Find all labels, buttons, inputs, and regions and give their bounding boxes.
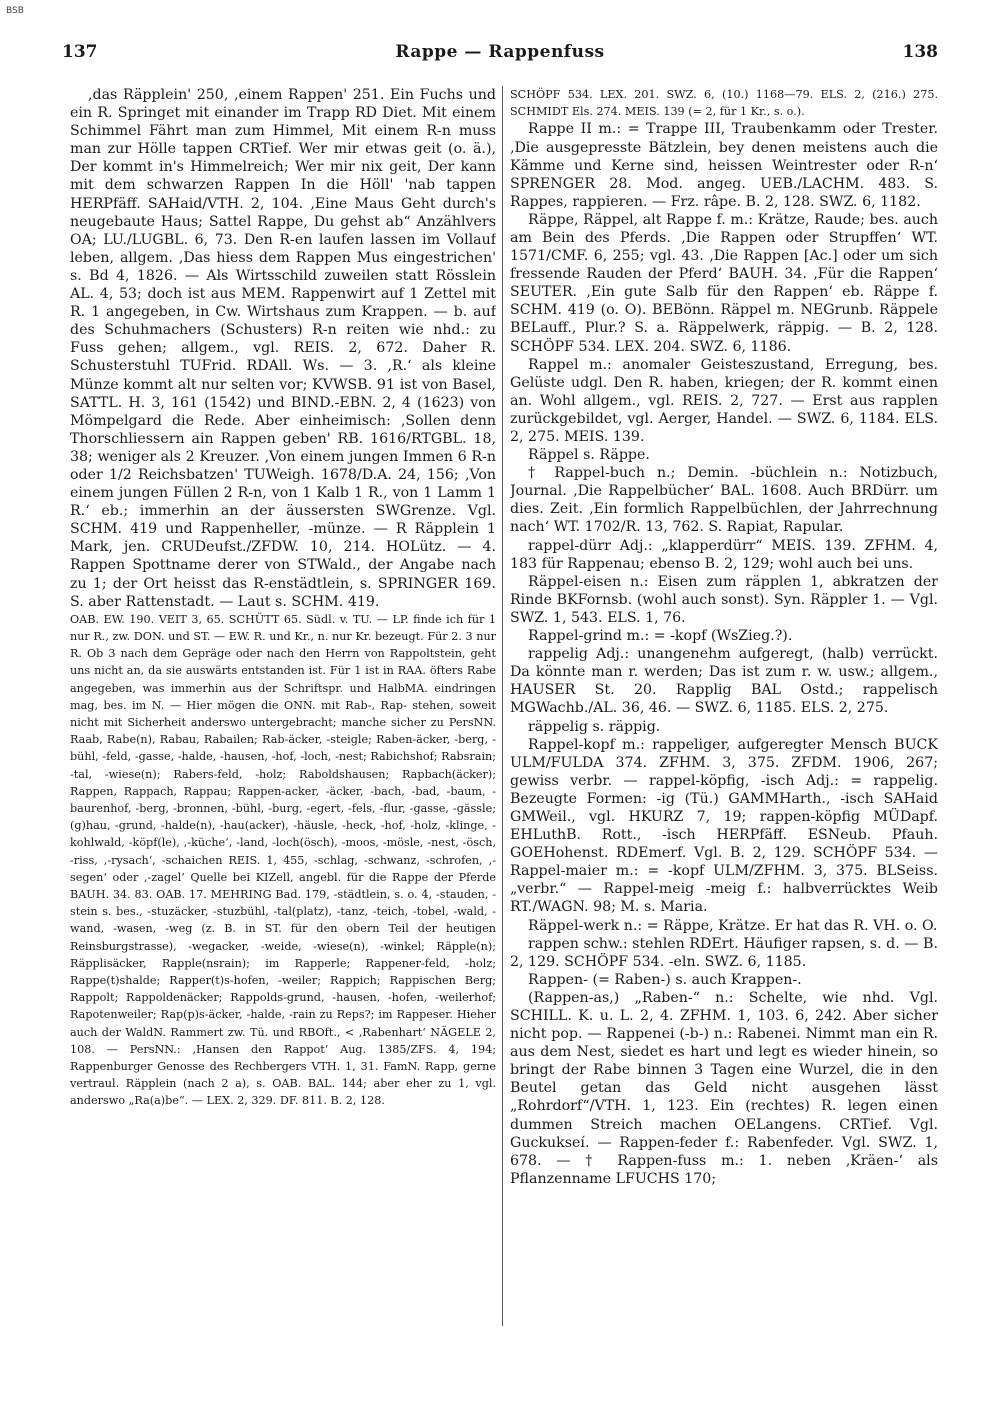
dictionary-paragraph: rappen schw.: stehlen RDErt. Häufiger rapsen, s. d. — B. 2, 129. SCHÖPF 534. -eln. SWZ. 6, 1185. xyxy=(510,935,938,970)
dictionary-paragraph: Räppel-eisen n.: Eisen zum räpplen 1, abkratzen der Rinde BKFornsb. (wohl auch sonst). Syn. Räppler 1. — Vgl. SWZ. 1, 543. ELS. 1, 76. xyxy=(510,573,938,626)
left-column xyxy=(70,86,496,1356)
dictionary-paragraph: SCHÖPF 534. LEX. 201. SWZ. 6, (10.) 1168—79. ELS. 2, (216.) 275. SCHMIDT Els. 274. MEIS. 139 (= 2, für 1 Kr., s. o.). xyxy=(510,88,938,119)
dictionary-paragraph: Räppel s. Räppe. xyxy=(528,447,650,464)
dictionary-paragraph: rappel-dürr Adj.: „klapperdürr“ MEIS. 139. ZFHM. 4, 183 für Rappenau; ebenso B. 2, 129; wohl auch bei uns. xyxy=(510,537,938,572)
dictionary-paragraph: ,das Räpplein' 250, ,einem Rappen' 251. Ein Fuchs und ein R. Springet mit einander im Trapp RD Diet. Mit einem Schimmel Fährt man zum Himmel, Mit einem R-n muss man zur Hölle tappen CRTief. Wer mir etwas geit (o. ä.), Der kommt in's Himmelreich; Wer mir nix geit, Der kann mit dem schwarzen Rappen In die Höll' 'nab tappen HERPfäff. SAHaid/VTH. 2, 104. ,Eine Maus Geht durch's neugebaute Haus; Sattel Rappe, Du gehst ab“ Anzählvers OA; LU./LUGBL. 6, 73. Den R-en laufen lassen im Vollauf leben, allgem. ,Das hiess dem Rappen Mus eingestrichen' s. Bd 4, 1826. — Als Wirtsschild zuweilen statt Rösslein AL. 4, 53; doch ist aus MEM. Rappenwirt auf 1 Zettel mit R. 1 angegeben, in Cw. Wirtshaus zum Krappen. — b. auf des Schuhmachers (Schusters) R-n reiten wie nhd.: zu Fuss gehen; allgem., vgl. REIS. 2, 672. Daher R. Schusterstuhl TUFrid. RDAll. Ws. — 3. ‚R.‘ als kleine Münze kommt alt nur selten vor; KVWSB. 91 ist von Basel, SATTL. H. 3, 161 (1542) und BIND.-EBN. 2, 4 (1623) von Mömpelgard die Rede. Aber einheimisch: ‚Sollen denn Thorschliessern ain Rappen geben' RB. 1616/RTGBL. 18, 38; weniger als 2 Kreuzer. ‚Von einem jungen Immen 6 R-n oder 1/2 Reichsbatzen' TUWeigh. 1678/D.A. 24, 156; ‚Von einem jungen Füllen 2 R-n, von 1 Kalb 1 R., von 1 Lamm 1 R.‘ eb.; immerhin an der äussersten SWGrenze. Vgl. SCHM. 419 und Rappenheller, -münze. — R Räpplein 1 Mark, jen. CRUDeufst./ZFDW. 10, 214. HOLütz. — 4. Rappen Spottname derer von STWald., der Angabe nach zu 1; der Ort heisst das R-enstädtlein, s. SPRINGER 169. S. aber Rattenstadt. — Laut s. SCHM. 419. xyxy=(70,87,496,610)
dictionary-paragraph: Rappel-kopf m.: rappeliger, aufgeregter Mensch BUCK ULM/FULDA 374. ZFHM. 3, 375. ZFDM. 1906, 267; gewiss verbr. — rappel-köpfig, -isch Adj.: = rappelig. Bezeugte Formen: -ig (Tü.) GAMMHarth., -isch SAHaid GMWeil., vgl. HKURZ 7, 19; rappen-köpfig MÜDapf. EHLuthB. Rott., -isch HERPfäff. ESNeub. Pfauh. GOEHohenst. RDEmerf. Vgl. B. 2, 129. SCHÖPF 534. — Rappel-maier m.: = -kopf ULM/ZFHM. 3, 375. BLSeiss. „verbr.“ — Rappel-meig -meig f.: halbverrücktes Weib RT./WAGN. 98; M. s. Maria. xyxy=(510,736,938,916)
dictionary-paragraph: † Rappel-buch n.; Demin. -büchlein n.: Notizbuch, Journal. ‚Die Rappelbücher‘ BAL. 1608. Auch BRDürr. um dies. Zeit. ‚Ein formlich Rappelbüchlen, der Jahrrechnung nach‘ WT. 1702/R. 13, 762. S. Rapiat, Rapular. xyxy=(510,465,938,536)
library-stamp: BSB xyxy=(6,6,24,16)
dictionary-paragraph: Rappel-grind m.: = -kopf (WsZieg.?). xyxy=(528,628,793,645)
dictionary-paragraph: Räppel-werk n.: = Räppe, Krätze. Er hat das R. VH. o. O. xyxy=(528,917,938,934)
dictionary-paragraph: rappelig Adj.: unangenehm aufgeregt, (halb) verrückt. Da könnte man r. werden; Das ist zum r. w. usw.; allgem., HAUSER St. 20. Rapplig BAL Ostd.; rappelisch MGWachb./AL. 36, 46. — SWZ. 6, 1185. ELS. 2, 275. xyxy=(510,646,938,717)
dictionary-paragraph: Rappel m.: anomaler Geisteszustand, Erregung, bes. Gelüste udgl. Den R. haben, kriegen; der R. kommt einen an. Wohl allgem., vgl. REIS. 2, 727. — Erst aus rapplen zurückgebildet, vgl. Aerger, Handel. — SWZ. 6, 1184. ELS. 2, 275. MEIS. 139. xyxy=(510,356,938,445)
dictionary-paragraph: Rappe II m.: = Trappe III, Traubenkamm oder Trester. ‚Die ausgepresste Bätzlein, bey denen meistens auch die Kämme und Kerne sind, heissen Weintrester oder R-n‘ SPRENGER 28. Mod. angeg. UEB./LACHM. 483. S. Rappes, rappieren. — Frz. râpe. B. 2, 128. SWZ. 6, 1182. xyxy=(510,121,938,210)
dictionary-paragraph: räppelig s. räppig. xyxy=(528,718,661,735)
dictionary-paragraph: Rappen- (= Raben-) s. auch Krappen-. xyxy=(528,971,802,988)
dictionary-paragraph: Räppe, Räppel, alt Rappe f. m.: Krätze, Raude; bes. auch am Bein des Pferds. ‚Die Rappen oder Strupffen‘ WT. 1571/CMF. 6, 255; vgl. 43. ‚Die Rappen [Ac.] oder um sich fressende Rauden der Pferd‘ BAUH. 34. ‚Für die Rappen‘ SEUTER. ‚Ein gute Salb für den Rappen‘ eb. Räppe f. SCHM. 419 (o. O). BEBönn. Räppel m. NEGrunb. Räppele BELauff., Plur.? S. a. Räppelwerk, räppig. — B. 2, 128. SCHÖPF 534. LEX. 204. SWZ. 6, 1186. xyxy=(510,211,938,355)
running-title: Rappe — Rappenfuss xyxy=(395,42,605,62)
dictionary-paragraph: OAB. EW. 190. VEIT 3, 65. SCHÜTT 65. Südl. v. TU. — LP. finde ich für 1 nur R., zw. DON. und ST. — EW. R. und Kr., n. nur Kr. bezeugt. Für 2. 3 nur R. Ob 3 nach dem Gepräge oder nach den Herrn von Rappoltstein, geht uns nicht an, da sie auswärts entstanden ist. Für 1 ist in RAA. öfters Rabe angegeben, was immerhin aus der Schriftspr. und HalbMA. eindringen mag, bes. im N. — Hier mögen die ONN. mit Rab-, Rap- stehen, soweit nicht mit Sicherheit anderswo untergebracht; manche sicher zu PersNN. Raab, Rabe(n), Rabau, Rabailen; Rab-äcker, -steigle; Raben-äcker, -berg, -bühl, -feld, -gasse, -halde, -hausen, -hof, -loch, -nest; Rabichshof; Rabsrain; -tal, -wiese(n); Rabers-feld, -holz; Raboldshausen; Rapbach(äcker); Rappen, Rappach, Rappau; Rappen-acker, -äcker, -bach, -bad, -baum, -baurenhof, -berg, -bronnen, -bühl, -burg, -egert, -fels, -flur, -gasse, -gässle; (g)hau, -grund, -halde(n), -hau(acker), -häusle, -heck, -hof, -holz, -klinge, -kohlwald, -köpf(le), ,-küche‘, -land, -loch(ösch), -moos, -mösle, -nest, -ösch, -riss, ,-rysach‘, -schaichen REIS. 1, 455, -schlag, -schwanz, -schrofen, ,-segen‘ oder ,-zagel‘ Quelle bei KIZell, angebl. für die Rappe der Pferde BAUH. 34. 83. OAB. 17. MEHRING Bad. 179, -städtlein, s. o. 4, -stauden, -stein s. bes., -stuzäcker, -stuzbühl, -tal(platz), -tanz, -teich, -tobel, -wald, -wand, -wasen, -weg (z. B. in ST. für den obern Teil der heutigen Reinsburgstrasse), -wegacker, -weide, -wiese(n), -winkel; Räpple(n); Räpplisäcker, Rapple(nsrain); im Rapperle; Rappener-feld, -holz; Rappe(t)shalde; Rapper(t)s-hofen, -weiler; Rappich; Rappischen Berg; Rappolt; Rappoldenäcker; Rappolds-grund, -hausen, -hofen, -weilerhof; Rapotenweiler; Rap(p)s-äcker, -halde, -rain zu Reps?; im Rappeser. Hieher auch der WaldN. Rammert zw. Tü. und RBOft., < ‚Rabenhart‘ NÄGELE 2, 108. — PersNN.: ‚Hansen den Rappot‘ Aug. 1385/ZFS. 4, 194; Rappenburger Genosse des Rechbergers VTH. 1, 31. FamN. Rapp, gerne vertraul. Räpplein (nach 2 a), s. OAB. BAL. 144; aber eher zu 1, vgl. anderswo „Ra(a)be“. — LEX. 2, 329. DF. 811. B. 2, 128. xyxy=(70,612,496,1108)
left-page-number: 137 xyxy=(62,42,98,62)
dictionary-paragraph: (Rappen-as,) „Raben-“ n.: Schelte, wie nhd. Vgl. SCHILL. K. u. L. 2, 4. ZFHM. 1, 103. 6, 242. Aber sicher nicht pop. — Rappenei (-b-) n.: Rabenei. Nimmt man ein R. aus dem Nest, siedet es hart und legt es wieder hinein, so bringt der Rabe binnen 3 Tagen eine Wurzel, die in den Beutel getan das Geld nicht ausgehen lässt „Rohrdorf“/VTH. 1, 123. Ein (rechtes) R. legen einen dummen Streich machen OELangens. CRTief. Vgl. Guckukseí. — Rappen-feder f.: Rabenfeder. Vgl. SWZ. 1, 678. — † Rappen-fuss m.: 1. neben ‚Kräen-‘ als Pflanzenname LFUCHS 170; xyxy=(510,989,938,1187)
page-header xyxy=(62,42,938,66)
right-column xyxy=(510,86,938,1356)
right-page-number: 138 xyxy=(902,42,938,62)
column-divider xyxy=(502,86,503,1326)
